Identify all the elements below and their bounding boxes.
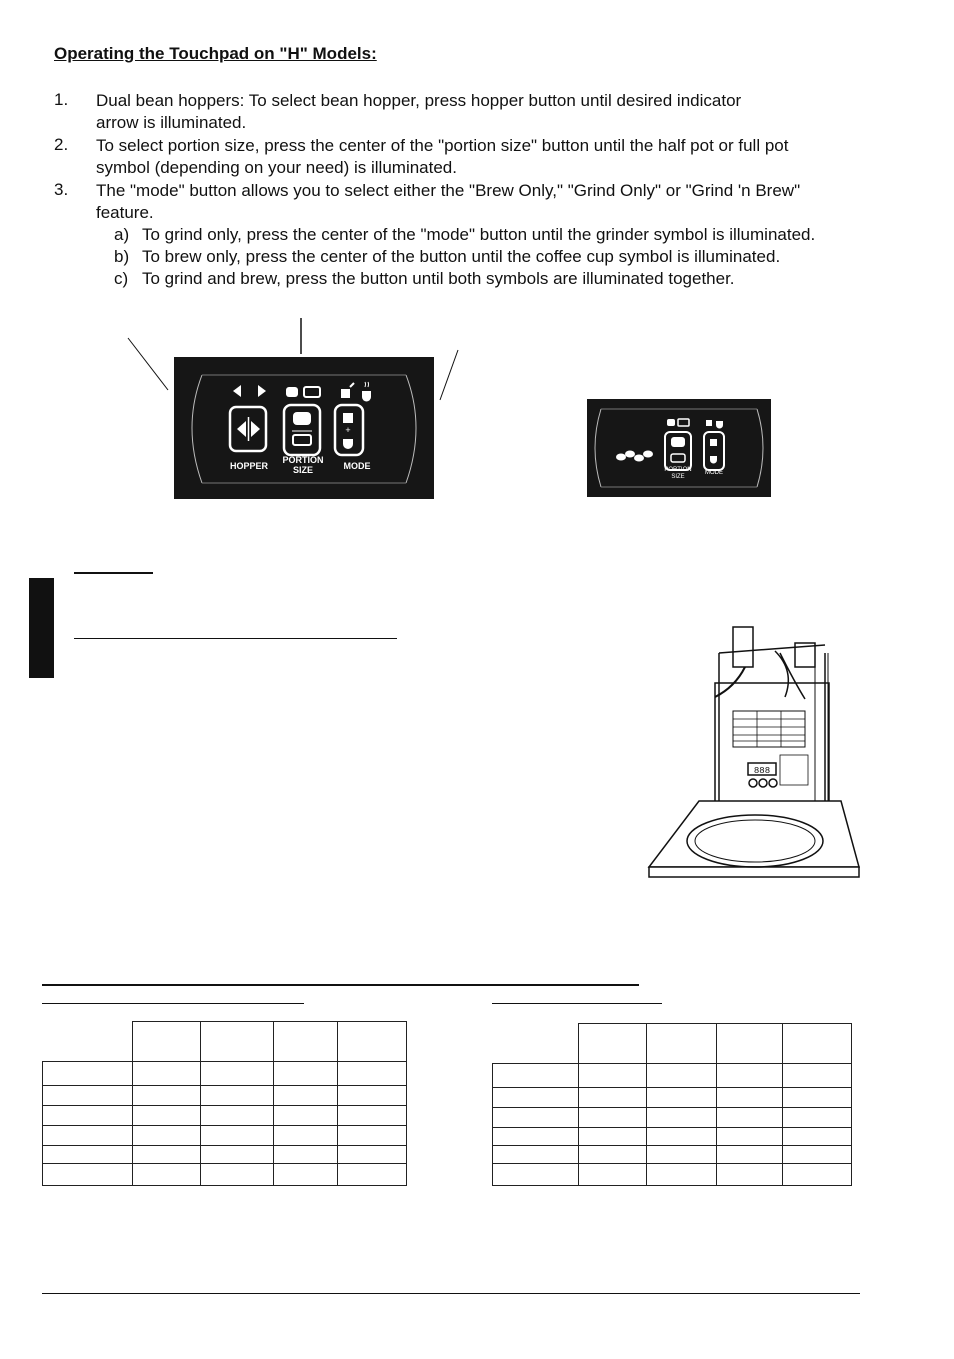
rule-section-top [42, 984, 639, 986]
table-row [43, 1126, 407, 1146]
table-left [42, 1021, 407, 1186]
step-1-line1: Dual bean hoppers: To select bean hopper, press hopper button until desired indicator [96, 91, 742, 110]
step-3-number: 3. [54, 180, 69, 199]
substep-b-label: b) [114, 247, 130, 266]
table-row [43, 1164, 407, 1186]
touchpad-panel-large [174, 357, 434, 499]
substep-a-label: a) [114, 225, 130, 244]
rule-table-1-caption [42, 1003, 304, 1004]
full-pot-icon [304, 387, 320, 397]
portion-size-label [276, 455, 330, 475]
page-heading: Operating the Touchpad on "H" Models: [54, 44, 377, 63]
rule-short-1 [74, 572, 153, 574]
step-2-line1: To select portion size, press the center of the "portion size" button until the half pot or full pot [96, 136, 789, 155]
table-row [43, 1146, 407, 1164]
footer-rule [42, 1293, 860, 1294]
substep-c-label: c) [114, 269, 129, 288]
table-row [493, 1108, 852, 1128]
small-portion-size-label-line1: PORTION [664, 467, 692, 473]
rule-table-2-caption [492, 1003, 662, 1004]
table-row [493, 1024, 852, 1064]
portion-size-label-line1: PORTION [282, 455, 324, 465]
step-2-number: 2. [54, 135, 69, 154]
table-row [493, 1128, 852, 1146]
table-row [43, 1086, 407, 1106]
substep-a [114, 224, 815, 246]
step-1-number: 1. [54, 90, 69, 109]
small-mode-label: MODE [705, 470, 723, 476]
substep-c [114, 268, 735, 290]
table-row [43, 1106, 407, 1126]
step-1 [96, 90, 866, 134]
touchpad-panel-small [587, 399, 771, 497]
touchpad-small-graphic [587, 399, 771, 497]
table-row [493, 1064, 852, 1088]
arrow-right-icon [258, 385, 266, 397]
svg-text:888: 888 [753, 766, 771, 776]
small-portion-size-label-line2: SIZE [671, 474, 685, 480]
step-3 [96, 180, 866, 224]
coffee-beans-icon [616, 451, 653, 462]
touchpad-large-graphic [174, 357, 434, 499]
substep-a-text: To grind only, press the center of the "mode" button until the grinder symbol is illuminated. [142, 225, 816, 244]
substep-b [114, 246, 780, 268]
machine-illustration [645, 623, 863, 903]
hopper-label: HOPPER [229, 461, 268, 471]
coffee-cup-icon [362, 382, 371, 402]
section-tab [29, 578, 54, 678]
table-right [492, 1023, 852, 1186]
portion-size-label-line2: SIZE [292, 465, 313, 475]
substep-c-text: To grind and brew, press the button until both symbols are illuminated together. [142, 269, 735, 288]
step-3-line2: feature. [96, 203, 154, 222]
rule-short-2 [74, 638, 397, 639]
substep-b-text: To brew only, press the center of the button until the coffee cup symbol is illuminated. [142, 247, 781, 266]
table-row [493, 1146, 852, 1164]
half-pot-icon [286, 387, 298, 397]
step-3-line1: The "mode" button allows you to select either the "Brew Only," "Grind Only" or "Grind 'n Brew" [96, 181, 801, 200]
table-row [43, 1022, 407, 1062]
step-2 [96, 135, 876, 179]
step-1-line2: arrow is illuminated. [96, 113, 247, 132]
small-portion-size-label [659, 467, 697, 481]
table-row [493, 1088, 852, 1108]
table-row [493, 1164, 852, 1186]
grinder-icon [341, 383, 354, 398]
mode-label: MODE [343, 461, 371, 471]
svg-text:+: + [345, 425, 351, 435]
arrow-left-icon [233, 385, 241, 397]
step-2-line2: symbol (depending on your need) is illuminated. [96, 158, 457, 177]
table-row [43, 1062, 407, 1086]
